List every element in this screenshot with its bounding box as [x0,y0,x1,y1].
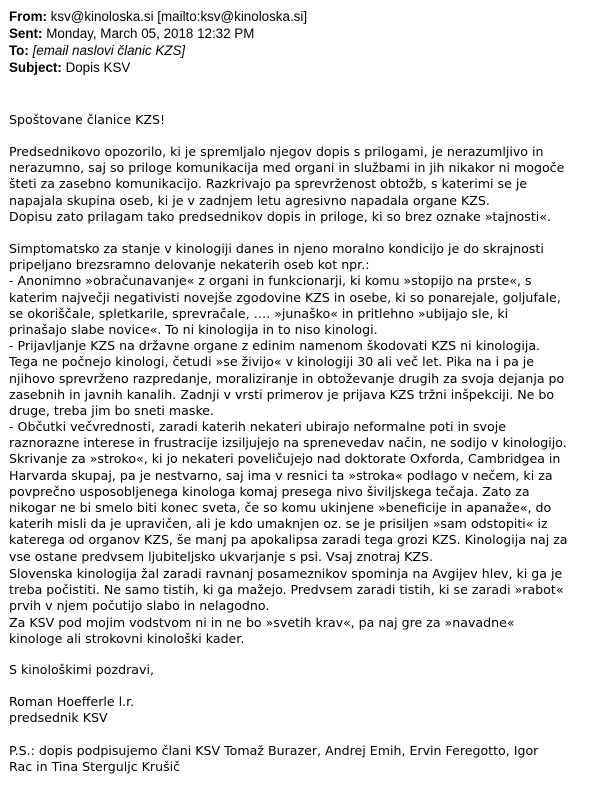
paragraph-line: Skrivanje za »stroko«, ki jo nekateri poveličujejo nad doktorate Oxforda, Cambridgea in [9,451,561,467]
header-sent [9,26,254,41]
paragraph-line: Slovenska kinologija žal zaradi ravnanj posameznikov spominja na Avgijev hlev, ki ga je [9,566,563,581]
sent-value: Monday, March 05, 2018 12:32 PM [46,26,255,41]
signature [9,694,595,726]
signature-title: predsednik KSV [9,710,108,726]
paragraph-line: - Občutki večvrednosti, zaradi katerih nekateri ubirajo neformalne poti in svoje [9,419,506,435]
greeting-line: Spoštovane članice KZS! [9,112,166,127]
paragraph-line: prvih v njem počutijo slabo in nelagodno. [9,598,270,614]
header-to [9,43,185,58]
paragraph-line: Harvarda skupaj, pa je nestvarno, saj ima v resnici ta »stroka« podlago v nečem, ki za [9,467,553,483]
paragraph-line: njihovo sprevrženo razpredanje, moraliziranje in obtoževanje drugih za svoja dejanja po [9,370,565,386]
paragraph-line: Tega ne počnejo kinologi, četudi »se živijo« v kinologiji 30 ali več let. Pika na i pa je [9,354,535,370]
paragraph-line: treba počistiti. Ne samo tistih, ki ga mažejo. Predvsem zaradi tistih, ki se zaradi »rabot« [9,582,564,598]
paragraph-line: povprečno usposobljenega kinologa komaj presega nivo šiviljskega tečaja. Zato za [9,483,530,499]
paragraph-line: katerih misli da je upravičen, ali je kdo umaknjen oz. se je prisiljen »sam odstopiti« iz [9,516,548,532]
paragraph-line: prinašajo slabe novice«. To ni kinologija in to niso kinologi. [9,321,378,337]
paragraph-line: katerega od organov KZS, še manj pa apokalipsa zaradi tega grozi KZS. Kinologija naj za [9,532,568,548]
paragraph-line: - Prijavljanje KZS na državne organe z edinim namenom škodovati KZS ni kinologija. [9,338,541,354]
paragraph-line: nerazumno, saj so priloge komunikacija med organi in službami in jih nikakor ni mogoče [9,160,565,176]
postscript-line: Rac in Tina Sterguljc Krušič [9,759,181,775]
paragraph-line: raznorazne interese in frustracije izsiljujejo na sprenevedav način, ne sodijo v kinologijo. [9,435,567,451]
greeting [9,112,595,128]
paragraph-2 [9,241,595,565]
paragraph-line: nikogar ne bi smelo biti konec sveta, če so komu ukinjene »beneficije in apanaže«, do [9,500,552,515]
paragraph-1 [9,144,595,225]
to-value: [email naslovi članic KZS] [32,43,186,58]
subject-label: Subject: [9,60,62,75]
paragraph-line: zasebnih in javnih kanalih. Zadnji v vrsti primerov je prijava KZS tržni inšpekciji. Ne bo [9,386,555,402]
subject-value: Dopis KSV [65,60,131,75]
closing-line: S kinološkimi pozdravi, [9,662,154,677]
signature-name: Roman Hoefferle l.r. [9,694,135,709]
postscript-line: P.S.: dopis podpisujemo člani KSV Tomaž Burazer, Andrej Emih, Ervin Feregotto, Igor [9,743,539,758]
paragraph-line: Simptomatsko za stanje v kinologiji danes in njeno moralno kondicijo je do skrajnosti [9,241,544,256]
paragraph-line: druge, treba jim bo sneti maske. [9,402,215,418]
postscript [9,743,595,775]
paragraph-line: Predsednikovo opozorilo, ki je spremljalo njegov dopis s prilogami, je nerazumljivo in [9,144,544,159]
header-subject [9,60,130,75]
paragraph-line: - Anonimno »obračunavanje« z organi in funkcionarji, ki komu »stopijo na prste«, s [9,273,532,289]
sent-label: Sent: [9,26,43,41]
paragraph-line: pripeljano brezsramno delovanje nekaterih oseb kot npr.: [9,257,370,273]
paragraph-line: se okoriščale, spletkarile, sprevračale, …. »junaško« in pritlehno »ubijajo sle, ki [9,305,509,321]
paragraph-line: šteti za zasebno komunikacijo. Razkrivajo pa sprevrženost obtožb, s katerimi se je [9,176,528,192]
paragraph-3 [9,566,595,647]
to-label: To: [9,43,29,58]
closing [9,662,595,678]
from-value: ksv@kinoloska.si [mailto:ksv@kinoloska.si] [50,9,308,24]
paragraph-line: vse ostane predvsem ljubiteljsko ukvarjanje s psi. Vsaj znotraj KZS. [9,548,433,564]
paragraph-line: napajala skupina oseb, ki je v zadnjem letu agresivno napadala organe KZS. [9,192,490,208]
from-label: From: [9,9,47,24]
header-from [9,9,307,24]
paragraph-line: katerim največji negativisti novejše zgodovine KZS in osebe, ki so ponarejale, goljufale, [9,289,561,305]
paragraph-line: Za KSV pod mojim vodstvom ni in ne bo »svetih krav«, pa naj gre za »navadne« [9,614,515,630]
paragraph-line: Dopisu zato prilagam tako predsednikov dopis in priloge, ki so brez oznake »tajnosti«. [9,208,551,224]
paragraph-line: kinologe ali strokovni kinološki kader. [9,630,245,646]
